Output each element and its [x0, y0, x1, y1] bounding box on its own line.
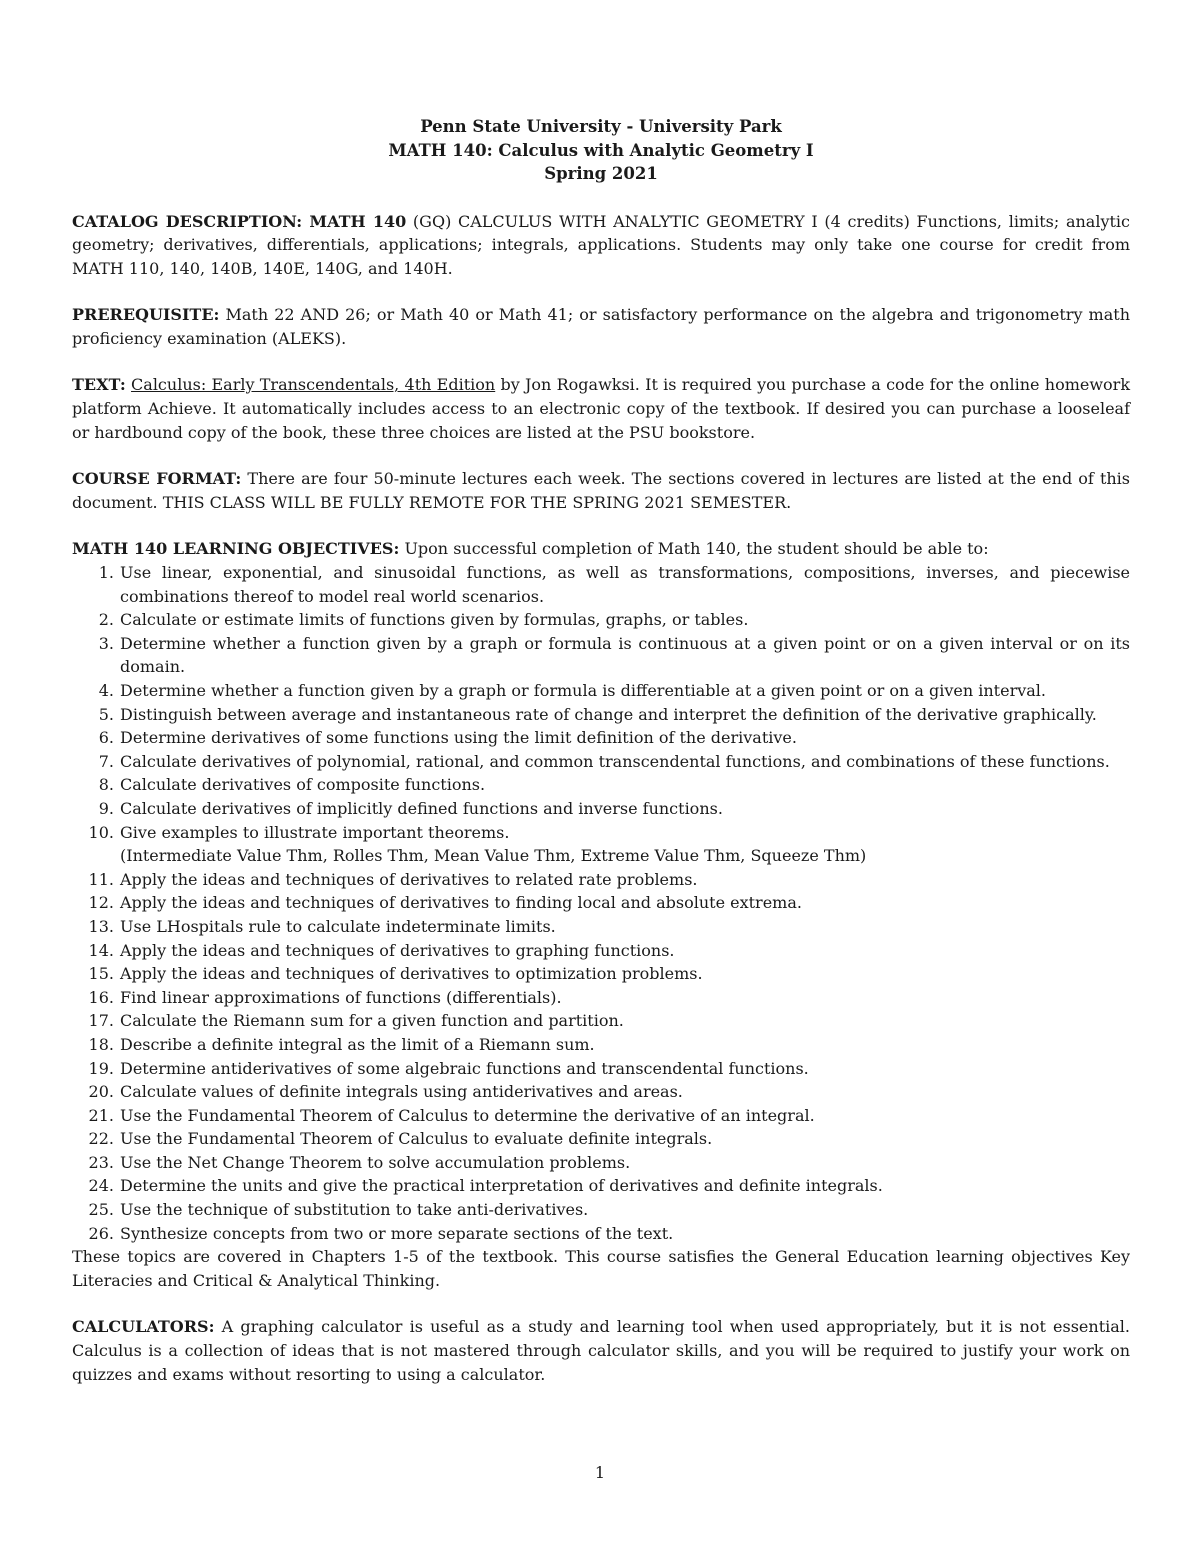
course-format-text: There are four 50-minute lectures each week. The sections covered in lectures are listed at the end of this document. THIS CLASS WILL BE FULLY REMOTE FOR THE SPRING 2021 SEMESTER.	[72, 469, 1131, 512]
objectives-closing: These topics are covered in Chapters 1-5 of the textbook. This course satisfies the General Education learning objectives Key Literacies and Critical & Analytical Thinking.	[72, 1247, 1130, 1290]
list-item-text: Use the Fundamental Theorem of Calculus to evaluate definite integrals.	[120, 1129, 713, 1149]
catalog-description-section	[72, 210, 1130, 281]
catalog-description-text: (GQ) CALCULUS WITH ANALYTIC GEOMETRY I (4 credits) Functions, limits; analytic geometry; derivatives, differentials, applications; integrals, applications. Students may only take one course for credit from MATH 110, 140, 140B, 140E, 140G, and 140H.	[72, 211, 1130, 278]
list-item-text: Describe a definite integral as the limit of a Riemann sum.	[120, 1034, 595, 1054]
list-item	[72, 868, 1130, 892]
list-item-text: Determine the units and give the practical interpretation of derivatives and definite integrals.	[120, 1176, 883, 1196]
list-item	[72, 773, 1130, 797]
list-item-number: 10.	[88, 822, 114, 842]
course-format-label: COURSE FORMAT:	[72, 469, 242, 489]
list-item-number: 26.	[88, 1223, 114, 1243]
list-item-text: Synthesize concepts from two or more separate sections of the text.	[120, 1223, 674, 1243]
list-item-number: 9.	[98, 798, 114, 818]
list-item-number: 17.	[88, 1011, 114, 1031]
semester: Spring 2021	[544, 164, 658, 183]
list-item-number: 6.	[98, 728, 114, 748]
list-item	[72, 750, 1130, 774]
list-item	[72, 1151, 1130, 1175]
textbook-title: Calculus: Early Transcendentals, 4th Edition	[131, 375, 496, 395]
list-item-text: Use the Fundamental Theorem of Calculus to determine the derivative of an integral.	[120, 1105, 815, 1125]
list-item-number: 1.	[98, 563, 114, 583]
learning-objectives-label: MATH 140 LEARNING OBJECTIVES:	[72, 539, 400, 559]
document-page	[72, 115, 1130, 1409]
list-item-text: Apply the ideas and techniques of derivatives to optimization problems.	[120, 964, 703, 984]
list-item	[72, 821, 1130, 868]
text-label: TEXT:	[72, 375, 126, 395]
calculators-section	[72, 1315, 1130, 1386]
list-item-number: 7.	[98, 751, 114, 771]
text-description: by Jon Rogawksi. It is required you purchase a code for the online homework platform Achieve. It automatically includes access to an electronic copy of the textbook. If desired you can purchase a looseleaf or hardbound copy of the book, these three choices are listed at the PSU bookstore.	[72, 375, 1131, 442]
list-item-text: Distinguish between average and instantaneous rate of change and interpret the definition of the derivative graphically.	[120, 704, 1097, 724]
list-item	[72, 1080, 1130, 1104]
list-item-number: 23.	[88, 1152, 114, 1172]
prerequisite-label: PREREQUISITE:	[72, 305, 220, 325]
list-item-text: Calculate the Riemann sum for a given function and partition.	[120, 1011, 624, 1031]
catalog-description-label: CATALOG DESCRIPTION: MATH 140	[72, 211, 407, 231]
list-item-text: Determine whether a function given by a graph or formula is continuous at a given point or on a given interval or on its domain.	[120, 633, 1130, 677]
objectives-list	[72, 561, 1130, 1245]
list-item-text: Calculate or estimate limits of functions given by formulas, graphs, or tables.	[120, 610, 749, 630]
list-item-number: 20.	[88, 1082, 114, 1102]
list-item	[72, 1009, 1130, 1033]
list-item-number: 4.	[98, 681, 114, 700]
list-item-number: 22.	[88, 1129, 114, 1149]
list-item-text: Apply the ideas and techniques of derivatives to finding local and absolute extrema.	[120, 893, 802, 913]
list-item-text: Calculate derivatives of implicitly defined functions and inverse functions.	[120, 798, 723, 818]
list-item-text: Find linear approximations of functions (differentials).	[120, 987, 562, 1007]
list-item	[72, 726, 1130, 750]
list-item-number: 19.	[88, 1058, 114, 1078]
list-item	[72, 962, 1130, 986]
list-item	[72, 797, 1130, 821]
list-item-text: Calculate derivatives of composite functions.	[120, 775, 486, 795]
list-item	[72, 915, 1130, 939]
course-format-section	[72, 467, 1130, 514]
page-number: 1	[594, 1463, 606, 1482]
list-item-number: 2.	[98, 610, 114, 630]
list-item	[72, 986, 1130, 1010]
list-item-number: 15.	[88, 964, 114, 984]
list-item-number: 12.	[88, 893, 114, 913]
university-name: Penn State University - University Park	[420, 117, 782, 136]
list-item	[72, 1174, 1130, 1198]
list-item-number: 3.	[98, 633, 114, 653]
document-header	[72, 115, 1130, 186]
list-item-text: Use linear, exponential, and sinusoidal functions, as well as transformations, compositions, inverses, and piecewise combinations thereof to model real world scenarios.	[120, 563, 1130, 606]
list-item-text: Calculate values of definite integrals using antiderivatives and areas.	[120, 1082, 683, 1102]
list-item-text: Determine antiderivatives of some algebraic functions and transcendental functions.	[120, 1058, 809, 1078]
prerequisite-section	[72, 303, 1130, 350]
calculators-label: CALCULATORS:	[72, 1317, 215, 1337]
list-item	[72, 939, 1130, 963]
list-item	[72, 891, 1130, 915]
list-item-text: Use the technique of substitution to take anti-derivatives.	[120, 1200, 589, 1220]
list-item	[72, 1222, 1130, 1246]
list-item	[72, 679, 1130, 703]
course-title: MATH 140: Calculus with Analytic Geometry I	[388, 140, 814, 160]
list-item-text: Apply the ideas and techniques of derivatives to graphing functions.	[120, 940, 675, 960]
list-item	[72, 1198, 1130, 1222]
list-item-number: 18.	[88, 1034, 114, 1054]
list-item-number: 21.	[88, 1105, 114, 1125]
list-item	[72, 1033, 1130, 1057]
list-item-text: Apply the ideas and techniques of derivatives to related rate problems.	[120, 869, 698, 889]
list-item-number: 8.	[98, 775, 114, 795]
list-item-number: 24.	[88, 1176, 114, 1196]
list-item-number: 11.	[88, 869, 114, 889]
list-item-text: Give examples to illustrate important theorems.	[120, 822, 510, 842]
list-item	[72, 608, 1130, 632]
list-item-number: 13.	[88, 916, 114, 936]
prerequisite-text: Math 22 AND 26; or Math 40 or Math 41; or satisfactory performance on the algebra and trigonometry math proficiency examination (ALEKS).	[72, 305, 1130, 348]
list-item-text: Use the Net Change Theorem to solve accumulation problems.	[120, 1152, 631, 1172]
list-item-number: 5.	[98, 704, 114, 724]
list-item-number: 16.	[88, 987, 114, 1007]
list-item	[72, 561, 1130, 608]
text-section	[72, 373, 1130, 444]
list-item	[72, 703, 1130, 727]
list-item	[72, 1057, 1130, 1081]
list-item-text: Determine whether a function given by a graph or formula is differentiable at a given point or on a given interval.	[120, 681, 1046, 700]
calculators-text: A graphing calculator is useful as a study and learning tool when used appropriately, but it is not essential. Calculus is a collection of ideas that is not mastered through calculator skills, and you will be required to justify your work on quizzes and exams without resorting to using a calculator.	[72, 1317, 1130, 1384]
list-item-number: 25.	[88, 1200, 114, 1220]
list-item-number: 14.	[88, 940, 114, 960]
list-item	[72, 1104, 1130, 1128]
list-item-text: Determine derivatives of some functions using the limit definition of the derivative.	[120, 728, 797, 748]
list-item	[72, 632, 1130, 679]
list-item-text: Use LHospitals rule to calculate indeterminate limits.	[120, 916, 556, 936]
list-item-text: Calculate derivatives of polynomial, rational, and common transcendental functions, and combinations of these functions.	[120, 751, 1110, 771]
learning-objectives-intro: Upon successful completion of Math 140, the student should be able to:	[399, 539, 989, 559]
learning-objectives-intro-line	[72, 537, 1130, 561]
list-item-subtext: (Intermediate Value Thm, Rolles Thm, Mean Value Thm, Extreme Value Thm, Squeeze Thm)	[120, 846, 867, 866]
list-item	[72, 1127, 1130, 1151]
learning-objectives-section	[72, 537, 1130, 1292]
